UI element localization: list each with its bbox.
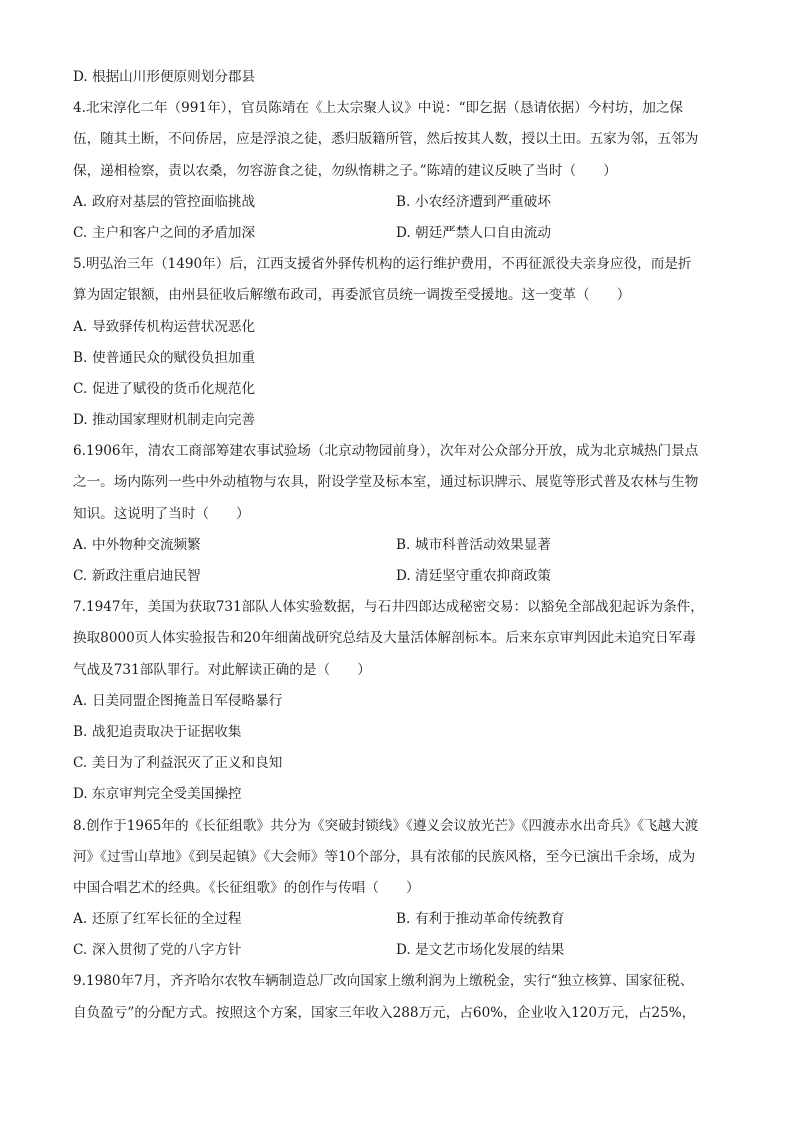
option-c xyxy=(73,374,723,405)
q3-option-d xyxy=(73,62,723,93)
option-text: 深入贯彻了党的八字方针 xyxy=(92,942,242,959)
option-c xyxy=(73,748,723,779)
option-label: A. xyxy=(73,318,88,335)
option-label: A. xyxy=(73,911,88,928)
option-label: D. xyxy=(396,224,411,241)
option-d xyxy=(396,935,719,966)
option-text: 促进了赋役的货币化规范化 xyxy=(92,380,256,397)
option-text: 主户和客户之间的矛盾加深 xyxy=(92,224,256,241)
option-label: B. xyxy=(396,536,411,553)
options-row xyxy=(73,218,723,249)
option-d xyxy=(396,218,719,249)
option-d xyxy=(73,405,723,436)
question-9 xyxy=(73,966,723,1028)
question-stem-line: 之一。场内陈列一些中外动植物与农具，附设学堂及标本室，通过标识牌示、展览等形式普及农林与生物 xyxy=(73,474,699,491)
option-label: C. xyxy=(73,568,88,584)
option-a xyxy=(73,187,396,218)
question-stem-line: 河》《过雪山草地》《到吴起镇》《大会师》等10个部分，具有浓郁的民族风格，至今已演出千余场，成为 xyxy=(73,848,696,865)
option-text: 东京审判完全受美国操控 xyxy=(92,786,242,803)
option-label: A. xyxy=(73,193,88,210)
option-a xyxy=(73,904,396,935)
question-stem-line xyxy=(73,93,723,124)
option-d xyxy=(396,561,719,592)
option-label: C. xyxy=(73,380,88,397)
option-text: 有利于推动革命传统教育 xyxy=(415,911,565,928)
option-label: C. xyxy=(73,755,88,772)
stem-text: 北宋淳化二年（991年），官员陈靖在《上太宗聚人议》中说：“即乞据（恳请依据）今村坊，加之保 xyxy=(85,100,684,117)
question-stem-line xyxy=(73,436,723,467)
option-b xyxy=(73,717,723,748)
question-stem-line: 中国合唱艺术的经典。《长征组歌》的创作与传唱（ ） xyxy=(73,879,420,896)
question-stem-line xyxy=(73,966,723,997)
option-label: D. xyxy=(73,69,88,85)
option-label: D. xyxy=(396,568,411,584)
stem-text: 1906年，清农工商部筹建农事试验场（北京动物园前身），次年对公众部分开放，成为北京城热门景点 xyxy=(85,443,699,460)
question-5 xyxy=(73,249,723,436)
option-text: 根据山川形便原则划分郡县 xyxy=(92,69,256,85)
question-stem-line: 伍，随其土断，不问侨居，应是浮浪之徒，悉归版籍所管，然后按其人数，授以土田。五家为邻，五邻为 xyxy=(73,131,699,148)
option-text: 新政注重启迪民智 xyxy=(92,568,201,584)
option-text: 战犯追责取决于证据收集 xyxy=(92,723,242,740)
option-text: 是文艺市场化发展的结果 xyxy=(415,942,565,959)
option-c xyxy=(73,218,396,249)
option-text: 清廷坚守重农抑商政策 xyxy=(415,568,551,584)
option-text: 朝廷严禁人口自由流动 xyxy=(415,224,551,241)
options-row xyxy=(73,187,723,218)
option-c xyxy=(73,561,396,592)
question-stem-line: 气战及731部队罪行。对此解读正确的是（ ） xyxy=(73,661,371,678)
question-number: 9. xyxy=(73,973,86,990)
option-label: B. xyxy=(73,723,88,740)
option-a xyxy=(73,312,723,343)
exam-content xyxy=(73,62,723,1029)
option-b xyxy=(73,343,723,374)
question-4 xyxy=(73,93,723,249)
option-text: 推动国家理财机制走向完善 xyxy=(92,412,256,429)
option-label: D. xyxy=(73,786,88,803)
option-label: C. xyxy=(73,224,88,241)
option-label: B. xyxy=(73,349,88,366)
option-label: B. xyxy=(396,911,411,928)
option-text: 使普通民众的赋役负担加重 xyxy=(92,349,256,366)
options-row xyxy=(73,530,723,561)
question-stem-line: 算为固定银额，由州县征收后解缴布政司，再委派官员统一调拨至受援地。这一变革（ ） xyxy=(73,287,631,304)
question-6 xyxy=(73,436,723,592)
question-stem-line xyxy=(73,592,723,623)
stem-text: 明弘治三年（1490年）后，江西支援省外驿传机构的运行维护费用，不再征派役夫亲身应役，而是折 xyxy=(85,256,692,273)
question-stem-line: 换取8000页人体实验报告和20年细菌战研究总结及大量活体解剖标本。后来东京审判因此未追究日军毒 xyxy=(73,630,696,647)
stem-text: 创作于1965年的《长征组歌》共分为《突破封锁线》《遵义会议放光芒》《四渡赤水出奇兵》《飞越大渡 xyxy=(85,817,699,834)
question-number: 6. xyxy=(73,443,86,460)
question-stem-line: 保，递相检察，责以农桑，勿容游食之徒，勿纵惰耕之子。”陈靖的建议反映了当时（ ） xyxy=(73,162,617,179)
option-c xyxy=(73,935,396,966)
question-stem-line xyxy=(73,811,723,842)
question-7 xyxy=(73,592,723,810)
question-number: 5. xyxy=(73,256,86,273)
option-text: 美日为了利益泯灭了正义和良知 xyxy=(92,755,283,772)
option-text: 城市科普活动效果显著 xyxy=(415,536,551,553)
option-label: D. xyxy=(73,412,88,429)
question-8 xyxy=(73,811,723,967)
option-a xyxy=(73,686,723,717)
option-text: 导致驿传机构运营状况恶化 xyxy=(92,318,256,335)
option-label: A. xyxy=(73,536,88,553)
option-text: 日美同盟企图掩盖日军侵略暴行 xyxy=(92,692,283,709)
option-a xyxy=(73,530,396,561)
option-d xyxy=(73,779,723,810)
question-stem-line: 知识。这说明了当时（ ） xyxy=(73,505,250,522)
option-text: 政府对基层的管控面临挑战 xyxy=(92,193,256,210)
option-text: 小农经济遭到严重破坏 xyxy=(415,193,551,210)
option-label: B. xyxy=(396,193,411,210)
option-label: A. xyxy=(73,692,88,709)
stem-text: 1947年，美国为获取731部队人体实验数据，与石井四郎达成秘密交易：以豁免全部战犯起诉为条件， xyxy=(85,599,704,616)
option-text: 中外物种交流频繁 xyxy=(92,536,201,553)
stem-text: 1980年7月，齐齐哈尔农牧车辆制造总厂改向国家上缴利润为上缴税金，实行“独立核算、国家征税、 xyxy=(85,973,694,990)
option-text: 还原了红军长征的全过程 xyxy=(92,911,242,928)
question-stem-line xyxy=(73,249,723,280)
question-number: 7. xyxy=(73,599,86,616)
question-stem-line: 自负盈亏”的分配方式。按照这个方案，国家三年收入288万元，占60%，企业收入120万元，占25%， xyxy=(73,1004,696,1021)
question-number: 8. xyxy=(73,817,86,834)
options-row xyxy=(73,904,723,935)
options-row xyxy=(73,561,723,592)
option-b xyxy=(396,187,719,218)
question-number: 4. xyxy=(73,100,86,117)
option-label: D. xyxy=(396,942,411,959)
option-b xyxy=(396,904,719,935)
options-row xyxy=(73,935,723,966)
option-label: C. xyxy=(73,942,88,959)
option-b xyxy=(396,530,719,561)
